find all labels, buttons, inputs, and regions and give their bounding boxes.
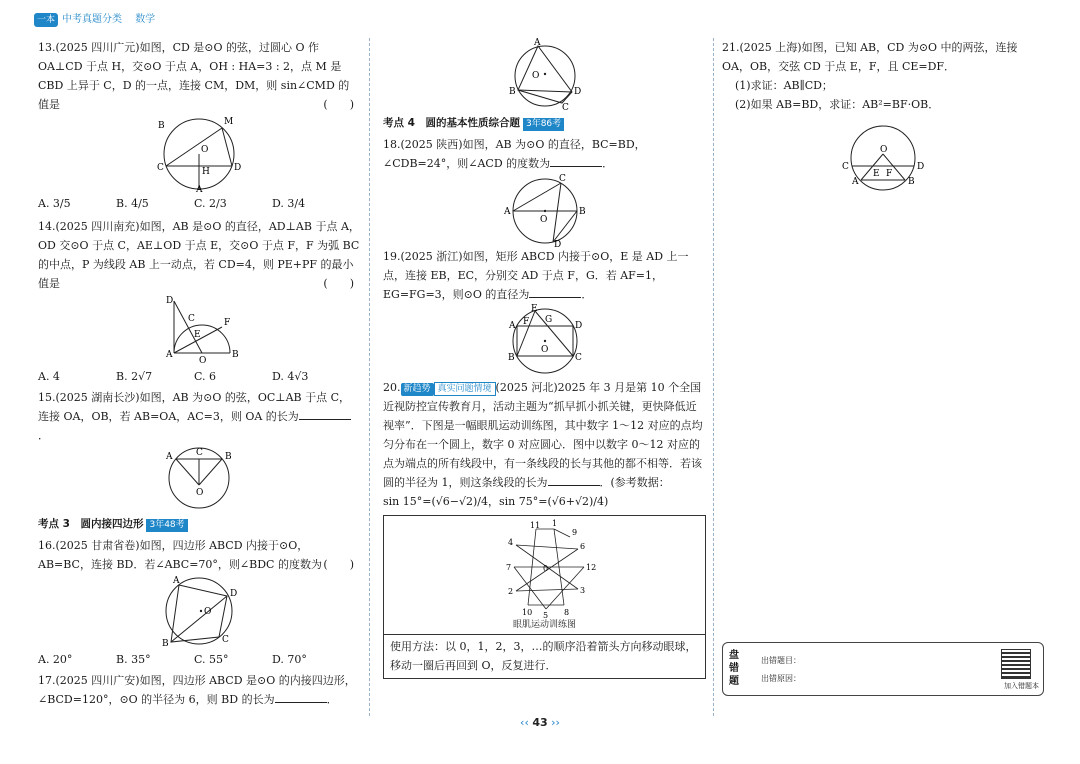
question-text: (2025 浙江)如图，矩形 ABCD 内接于⊙O，E 是 AD 上一点，连接 EB，EC，分别交 AD 于点 F，G．若 AF=1，EG=FG=3，则⊙O 的直径为 bbox=[383, 250, 689, 301]
option-a: A. 3/5 bbox=[38, 197, 71, 210]
eye-training-figure-box bbox=[383, 515, 706, 679]
column-divider bbox=[369, 38, 370, 716]
fig-label: D bbox=[234, 163, 242, 173]
clock-number: 6 bbox=[579, 542, 585, 551]
fig-label: F bbox=[224, 318, 231, 328]
question-number: 16. bbox=[38, 539, 56, 552]
clock-number: 5 bbox=[542, 611, 548, 619]
fig-label: G bbox=[544, 315, 552, 325]
question-text: (2025 上海)如图，已知 AB，CD 为⊙O 中的两弦，连接 OA，OB，交弦 CD 于点 E，F，且 CE=DF． bbox=[722, 41, 1018, 73]
clock-number: 1 bbox=[551, 519, 557, 528]
question-text: (2025 四川广元)如图，CD 是⊙O 的弦，过圆心 O 作 OA⊥CD 于点 H，交⊙O 于点 A，OH : HA=3 : 2，点 M 是 CBD 上异于 C，D 的一点，连接 CM，DM，则 sin∠CMD 的值是 bbox=[38, 41, 350, 111]
option-c: C. 2/3 bbox=[194, 197, 227, 210]
usage-instructions: 使用方法：以 0，1，2，3，…的顺序沿着箭头方向移动眼球，移动一圈后再回到 O，反复进行． bbox=[384, 634, 705, 675]
answer-blank bbox=[529, 285, 581, 298]
fig-label: C bbox=[188, 314, 195, 324]
clock-number: 8 bbox=[563, 608, 569, 617]
section-heading-3 bbox=[38, 515, 360, 534]
column-left bbox=[38, 38, 360, 709]
question-number: 20. bbox=[383, 381, 401, 394]
fig-label: D bbox=[917, 162, 925, 172]
clock-number: 10 bbox=[521, 608, 532, 617]
question-number: 21. bbox=[722, 41, 740, 54]
question-21 bbox=[722, 38, 1044, 194]
clock-number: 4 bbox=[507, 538, 513, 547]
page-number-value: 43 bbox=[532, 716, 548, 729]
reference-note: (参考数据： bbox=[610, 476, 670, 489]
figure-18 bbox=[495, 173, 595, 247]
figure-15 bbox=[154, 445, 244, 511]
page-number: ‹‹ 43 ›› bbox=[520, 716, 560, 729]
fig-label: H bbox=[202, 167, 210, 177]
fig-label: O bbox=[204, 607, 212, 617]
option-c: C. 55° bbox=[194, 653, 229, 666]
trend-badge: 新趋势 bbox=[401, 383, 434, 396]
question-13 bbox=[38, 38, 360, 213]
fig-label: A bbox=[503, 207, 510, 217]
section-heading-4 bbox=[383, 114, 706, 133]
exam-count-badge: 3年86考 bbox=[523, 118, 564, 131]
fig-label: C bbox=[157, 163, 164, 173]
fig-label: B bbox=[578, 207, 586, 217]
question-number: 19. bbox=[383, 250, 401, 263]
options-14 bbox=[38, 367, 360, 386]
header-section: 中考真题分类 bbox=[62, 14, 122, 25]
option-a: A. 20° bbox=[38, 653, 73, 666]
answer-paren: ( ) bbox=[323, 558, 354, 571]
question-16 bbox=[38, 536, 360, 669]
question-text: (2025 河北)2025 年 3 月是第 10 个全国近视防控宣传教育月，活动主题为“抓早抓小抓关键，更快降低近视率”．下图是一幅眼肌运动训练图，其中数字 1～12 对应的点均匀分布在一个圆上，数字 0 对应圆心．图中以数字 0～12 对应的点为端点的所有线段中，有一条线段的长与其他的都不相等．若该圆的半径为 1，则这条线段的长为 bbox=[383, 381, 703, 489]
question-20: 20. 新趋势 真实问题情境 (2025 河北)2025 年 3 月是第 10 个全国近视防控宣传教育月，活动主题为“抓早抓小抓关键，更快降低近视率”．下图是一幅眼肌运动训练图，其中数字 1～12 对应的点均匀分布在一个圆上，数字 0 对应圆心．图中以数字 0～12 对应的点为端点的所有线段中，有一条线段的长与其他的都不相等．若该圆的半径为 1，则这条线段的长为 ．(参考数据： sin 15°=(√6−√2)/4，sin 75°=(√6+√2)/4) 11 1 9 4 6 7 0 12 2 3 10 5 8 眼肌运动训练图 使用方法：以 0，1，2，3，…的顺序沿着箭头方向移动眼球，移动一圈后再回到 O，反复进行． bbox=[383, 378, 706, 679]
option-b: B. 35° bbox=[116, 653, 151, 666]
clock-number: 2 bbox=[507, 587, 513, 596]
option-d: D. 70° bbox=[272, 653, 307, 666]
question-text: (2025 湖南长沙)如图，AB 为⊙O 的弦，OC⊥AB 于点 C，连接 OA，OB，若 AB=OA，AC=3，则 OA 的长为 bbox=[38, 391, 351, 423]
figure-16 bbox=[149, 574, 249, 648]
error-reason-label: 出错原因： bbox=[761, 674, 801, 683]
fig-label: D bbox=[230, 589, 238, 599]
question-14 bbox=[38, 217, 360, 386]
fig-label: D bbox=[166, 296, 174, 306]
context-badge: 真实问题情境 bbox=[434, 382, 496, 396]
clock-number: 3 bbox=[579, 586, 585, 595]
formula: sin 15°=(√6−√2)/4 bbox=[383, 495, 488, 508]
fig-label: D bbox=[574, 321, 582, 331]
clock-number: 7 bbox=[505, 563, 511, 572]
fig-label: A bbox=[166, 350, 173, 360]
error-review-box bbox=[722, 642, 1044, 696]
eye-training-diagram bbox=[480, 519, 610, 619]
figure-19 bbox=[495, 304, 595, 376]
fig-label: F bbox=[886, 169, 893, 179]
fig-label: E bbox=[194, 330, 201, 340]
fig-label: C bbox=[561, 103, 569, 110]
fig-label: A bbox=[173, 576, 180, 586]
fig-label: C bbox=[222, 635, 229, 645]
formula: sin 75°=(√6+√2)/4) bbox=[498, 495, 609, 508]
answer-blank bbox=[299, 407, 351, 420]
column-right bbox=[722, 38, 1044, 194]
clock-number: 12 bbox=[585, 563, 596, 572]
reference-formulas: sin 15°=(√6−√2)/4，sin 75°=(√6+√2)/4) bbox=[383, 495, 609, 508]
column-middle bbox=[383, 38, 706, 679]
option-b: B. 4/5 bbox=[116, 197, 149, 210]
figure-14 bbox=[144, 293, 254, 365]
fig-label: B bbox=[158, 121, 165, 131]
fig-label: E bbox=[873, 169, 880, 179]
wrong-question-label: 出错题目： bbox=[761, 656, 801, 665]
answer-paren: ( ) bbox=[323, 98, 354, 111]
fig-label: B bbox=[225, 452, 232, 462]
figure-21 bbox=[833, 122, 933, 194]
fig-label: C bbox=[842, 162, 849, 172]
fig-label: B bbox=[508, 87, 516, 97]
fig-label: F bbox=[522, 317, 529, 327]
question-number: 18. bbox=[383, 138, 401, 151]
clock-number: 11 bbox=[529, 521, 540, 530]
error-box-title: 盘错题 bbox=[729, 650, 739, 687]
answer-blank bbox=[275, 690, 327, 703]
fig-label: O bbox=[199, 356, 207, 365]
brand-logo: 一本 bbox=[34, 13, 58, 27]
fig-label: O bbox=[201, 145, 209, 155]
question-text: (2025 甘肃省卷)如图，四边形 ABCD 内接于⊙O，AB=BC，连接 BD．若∠ABC=70°，则∠BDC 的度数为 bbox=[38, 539, 322, 571]
answer-paren: ( ) bbox=[323, 277, 354, 290]
question-text: (2025 陕西)如图，AB 为⊙O 的直径，BC=BD，∠CDB=24°，则∠ACD 的度数为 bbox=[383, 138, 646, 170]
question-number: 14. bbox=[38, 220, 56, 233]
option-b: B. 2√7 bbox=[116, 370, 153, 383]
options-16 bbox=[38, 650, 360, 669]
fig-label: B bbox=[908, 177, 915, 187]
fig-label: C bbox=[558, 174, 566, 184]
section-title: 考点 3 圆内接四边形 bbox=[38, 518, 144, 530]
question-text: (2025 四川广安)如图，四边形 ABCD 是⊙O 的内接四边形，∠BCD=120°，⊙O 的半径为 6，则 BD 的长为 bbox=[38, 674, 356, 706]
fig-label: O bbox=[539, 215, 547, 225]
sub-question-2: (2)如果 AB=BD，求证：AB²=BF·OB． bbox=[735, 98, 940, 111]
add-to-error-book-label: 加入错题本 bbox=[1004, 682, 1039, 690]
fig-label: E bbox=[530, 304, 538, 314]
fig-label: O bbox=[531, 71, 539, 81]
fig-label: B bbox=[507, 353, 515, 363]
fig-label: B bbox=[162, 639, 169, 648]
fig-label: M bbox=[224, 117, 234, 127]
question-18: 18.(2025 陕西)如图，AB 为⊙O 的直径，BC=BD，∠CDB=24°，则∠ACD 的度数为 ． C A O B D bbox=[383, 135, 706, 247]
question-17: 17.(2025 四川广安)如图，四边形 ABCD 是⊙O 的内接四边形，∠BCD=120°，⊙O 的半径为 6，则 BD 的长为 ． bbox=[38, 674, 356, 706]
fig-label: D bbox=[553, 240, 561, 247]
option-d: D. 3/4 bbox=[272, 197, 306, 210]
fig-label: C bbox=[574, 353, 582, 363]
header-breadcrumb bbox=[62, 13, 165, 27]
fig-label: O bbox=[880, 145, 888, 155]
clock-number: 9 bbox=[571, 528, 577, 537]
exam-count-badge: 3年48考 bbox=[146, 519, 187, 532]
fig-label: A bbox=[852, 177, 859, 187]
answer-blank bbox=[550, 154, 602, 167]
figure-13 bbox=[144, 114, 254, 192]
question-text: (2025 四川南充)如图，AB 是⊙O 的直径，AD⊥AB 于点 A，OD 交⊙O 于点 C，AE⊥OD 于点 E，交⊙O 于点 F，F 为弧 BC 的中点，P 为线段 AB 上一动点，若 CD=4，则 PE+PF 的最小值是 bbox=[38, 220, 360, 290]
fig-label: A bbox=[166, 452, 173, 462]
question-19: 19.(2025 浙江)如图，矩形 ABCD 内接于⊙O，E 是 AD 上一点，连接 EB，EC，分别交 AD 于点 F，G．若 AF=1，EG=FG=3，则⊙O 的直径为 ． E G A F D O B C bbox=[383, 247, 706, 376]
option-d: D. 4√3 bbox=[272, 370, 309, 383]
fig-label: A bbox=[533, 38, 540, 48]
option-a: A. 4 bbox=[38, 370, 60, 383]
question-number: 13. bbox=[38, 41, 56, 54]
qr-code-icon[interactable] bbox=[1001, 649, 1031, 679]
question-15: 15.(2025 湖南长沙)如图，AB 为⊙O 的弦，OC⊥AB 于点 C，连接 OA，OB，若 AB=OA，AC=3，则 OA 的长为． A C B O bbox=[38, 388, 360, 511]
question-number: 17. bbox=[38, 674, 56, 687]
fig-label: A bbox=[508, 321, 515, 331]
clock-number: 0 bbox=[542, 564, 548, 573]
fig-label: A bbox=[196, 185, 203, 192]
fig-label: D bbox=[573, 87, 581, 97]
figure-caption: 眼肌运动训练图 bbox=[512, 620, 576, 630]
fig-label: O bbox=[196, 488, 204, 498]
section-title: 考点 4 圆的基本性质综合题 bbox=[383, 117, 520, 129]
header-subject: 数学 bbox=[135, 14, 156, 25]
option-c: C. 6 bbox=[194, 370, 217, 383]
answer-blank bbox=[548, 473, 600, 486]
sub-question-1: (1)求证：AB∥CD； bbox=[735, 79, 833, 92]
fig-label: C bbox=[196, 448, 203, 458]
options-13 bbox=[38, 194, 360, 213]
figure-17 bbox=[500, 38, 590, 110]
question-number: 15. bbox=[38, 391, 56, 404]
column-divider bbox=[713, 38, 714, 716]
fig-label: O bbox=[540, 345, 548, 355]
fig-label: B bbox=[232, 350, 239, 360]
